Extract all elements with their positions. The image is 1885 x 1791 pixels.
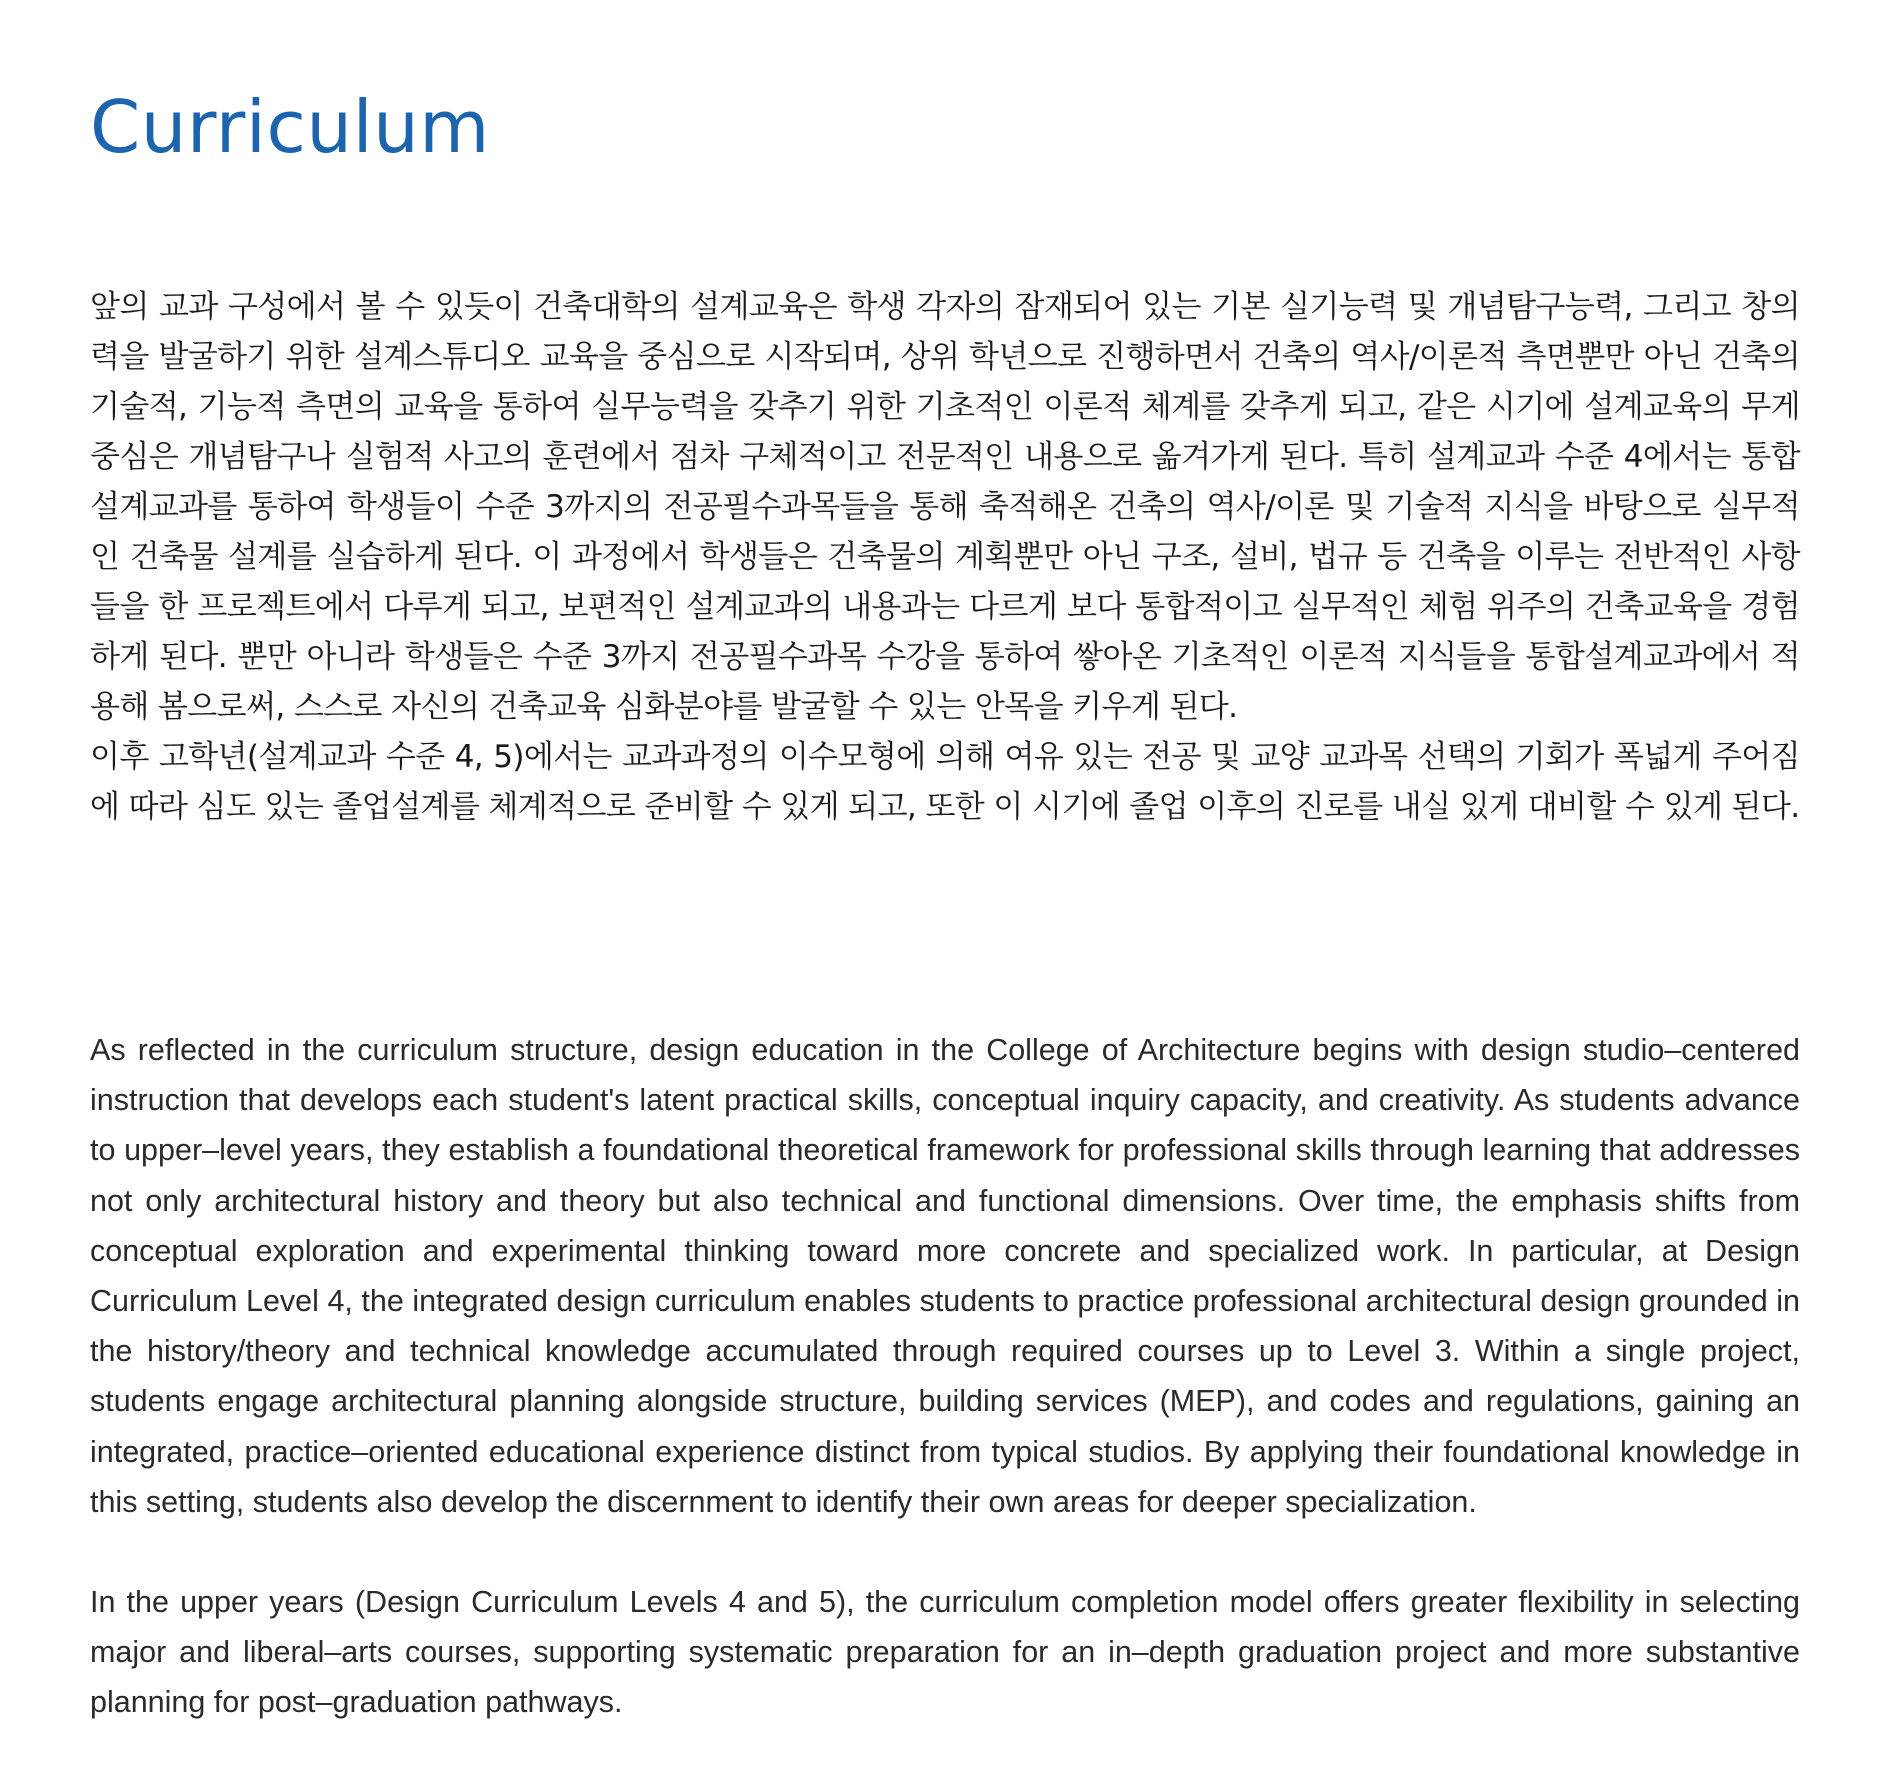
page-title: Curriculum: [90, 85, 490, 169]
english-text-section: [90, 1025, 1800, 1728]
korean-paragraph-1: 앞의 교과 구성에서 볼 수 있듯이 건축대학의 설계교육은 학생 각자의 잠재되어 있는 기본 실기능력 및 개념탐구능력, 그리고 창의력을 발굴하기 위한 설계스튜디오 교육을 중심으로 시작되며, 상위 학년으로 진행하면서 건축의 역사/이론적 측면뿐만 아닌 건축의 기술적, 기능적 측면의 교육을 통하여 실무능력을 갖추기 위한 기초적인 이론적 체계를 갖추게 되고, 같은 시기에 설계교육의 무게중심은 개념탐구나 실험적 사고의 훈련에서 점차 구체적이고 전문적인 내용으로 옮겨가게 된다. 특히 설계교과 수준 4에서는 통합설계교과를 통하여 학생들이 수준 3까지의 전공필수과목들을 통해 축적해온 건축의 역사/이론 및 기술적 지식을 바탕으로 실무적인 건축물 설계를 실습하게 된다. 이 과정에서 학생들은 건축물의 계획뿐만 아닌 구조, 설비, 법규 등 건축을 이루는 전반적인 사항들을 한 프로젝트에서 다루게 되고, 보편적인 설계교과의 내용과는 다르게 보다 통합적이고 실무적인 체험 위주의 건축교육을 경험하게 된다. 뿐만 아니라 학생들은 수준 3까지 전공필수과목 수강을 통하여 쌓아온 기초적인 이론적 지식들을 통합설계교과에서 적용해 봄으로써, 스스로 자신의 건축교육 심화분야를 발굴할 수 있는 안목을 키우게 된다.: [90, 289, 1800, 725]
english-paragraph-2: In the upper years (Design Curriculum Levels 4 and 5), the curriculum completion model offers greater flexibility in selecting major and liberal–arts courses, supporting systematic preparation for an in–depth graduation project and more substantive planning for post–graduation pathways.: [90, 1585, 1800, 1720]
english-paragraph-1: As reflected in the curriculum structure, design education in the College of Architecture begins with design studio–centered instruction that develops each student's latent practical skills, conceptual inquiry capacity, and creativity. As students advance to upper–level years, they establish a foundational theoretical framework for professional skills through learning that addresses not only architectural history and theory but also technical and functional dimensions. Over time, the emphasis shifts from conceptual exploration and experimental thinking toward more concrete and specialized work. In particular, at Design Curriculum Level 4, the integrated design curriculum enables students to practice professional architectural design grounded in the history/theory and technical knowledge accumulated through required courses up to Level 3. Within a single project, students engage architectural planning alongside structure, building services (MEP), and codes and regulations, gaining an integrated, practice–oriented educational experience distinct from typical studios. By applying their foundational knowledge in this setting, students also develop the discernment to identify their own areas for deeper specialization.: [90, 1033, 1800, 1519]
korean-paragraph-2: 이후 고학년(설계교과 수준 4, 5)에서는 교과과정의 이수모형에 의해 여유 있는 전공 및 교양 교과목 선택의 기회가 폭넓게 주어짐에 따라 심도 있는 졸업설계를 체계적으로 준비할 수 있게 되고, 또한 이 시기에 졸업 이후의 진로를 내실 있게 대비할 수 있게 된다.: [90, 739, 1800, 825]
korean-text-section: [90, 282, 1800, 832]
